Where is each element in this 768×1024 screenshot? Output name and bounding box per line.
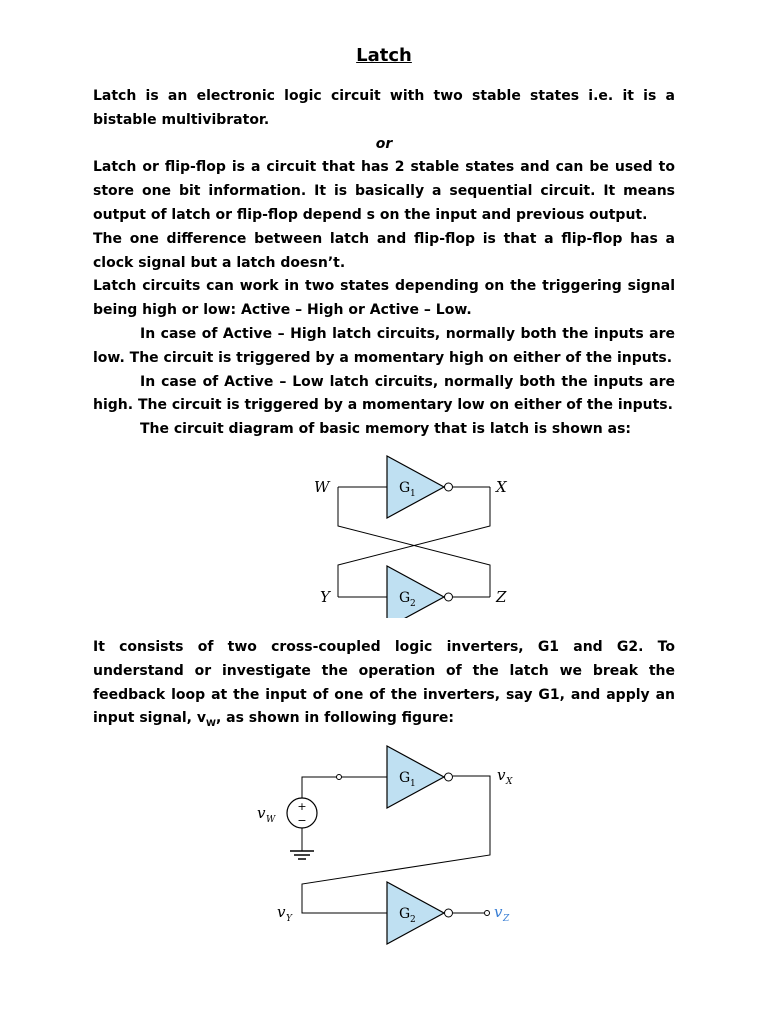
vz-label: v [494, 903, 503, 921]
paragraph: Latch is an electronic logic circuit with two stable states i.e. it is a bistable multivibrator. [93, 88, 675, 128]
gate-subscript: 2 [410, 599, 416, 609]
gate-label: G [399, 480, 411, 496]
terminal-open [337, 775, 342, 780]
plus-sign: + [297, 800, 307, 813]
inverter-g2 [387, 566, 453, 618]
inverter-g1 [387, 456, 453, 518]
vy-subscript: Y [286, 914, 292, 924]
page-title: Latch [356, 45, 412, 66]
paragraph: The circuit diagram of basic memory that is latch is shown as: [140, 421, 632, 438]
paragraph: Latch or flip-flop is a circuit that has 2 stable states and can be used to store one bit information. It is basically a sequential circuit. It means output of latch or flip-flop depend s on the input and previous output. [93, 159, 675, 223]
paragraph-or: or [375, 135, 393, 152]
gate-label: G [399, 906, 411, 922]
node-y-label: Y [320, 588, 330, 606]
vz-subscript: Z [503, 914, 510, 924]
gate-subscript: 1 [410, 489, 416, 499]
minus-sign: − [297, 814, 307, 827]
terminal-open [485, 911, 490, 916]
voltage-source [287, 798, 317, 828]
latch-diagram [0, 448, 768, 618]
node-w-label: W [314, 478, 330, 496]
paragraph: It consists of two cross-coupled logic inverters, G1 and G2. To understand or investigate the operation of the latch we break the feedback loop at the input of one of the inverters, say G1, and apply an input signal, $v_W$, as shown in following figure: [93, 639, 675, 730]
paragraph: In case of Active – Low latch circuits, normally both the inputs are high. The circuit is triggered by a momentary low on either of the inputs. [93, 373, 675, 414]
intro-text [93, 85, 675, 442]
node-z-label: Z [496, 588, 507, 606]
gate-subscript: 1 [410, 779, 416, 789]
vx-subscript: X [506, 777, 513, 787]
vx-label: v [497, 766, 506, 784]
open-loop-diagram [0, 740, 768, 950]
inverter-g1 [387, 746, 453, 808]
vw-subscript: W [266, 815, 276, 825]
explanation-text [93, 636, 675, 737]
paragraph: In case of Active – High latch circuits, normally both the inputs are low. The circuit is triggered by a momentary high on either of the inputs. [93, 325, 675, 366]
paragraph: The one difference between latch and flip-flop is that a flip-flop has a clock signal but a latch doesn’t. [93, 230, 675, 271]
inverter-g2 [387, 882, 453, 944]
vw-label: v [257, 804, 266, 822]
vy-label: v [277, 903, 286, 921]
paragraph: Latch circuits can work in two states depending on the triggering signal being high or low: Active – High or Active – Low. [93, 278, 675, 319]
ground-icon [290, 851, 314, 859]
gate-label: G [399, 590, 411, 606]
gate-label: G [399, 770, 411, 786]
gate-subscript: 2 [410, 915, 416, 925]
wire [302, 777, 337, 798]
node-x-label: X [496, 478, 507, 496]
